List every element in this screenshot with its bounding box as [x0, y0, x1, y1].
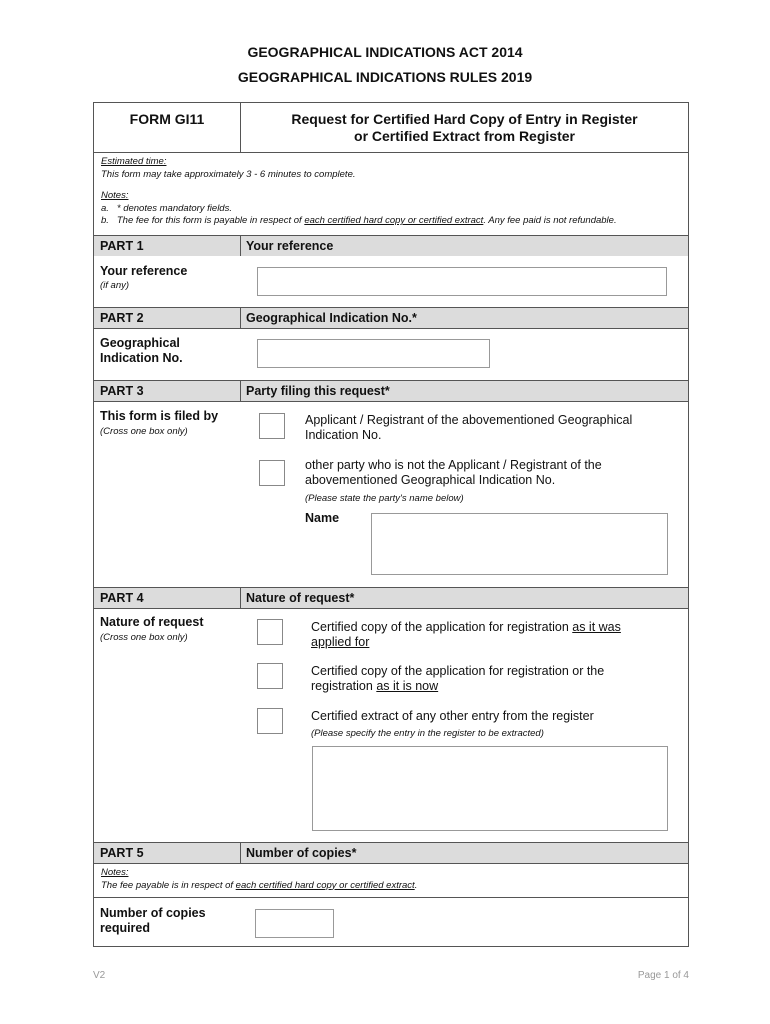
- applicant-option-line1: Applicant / Registrant of the abovementioned Geographical: [305, 413, 633, 427]
- your-reference-sub: (if any): [100, 280, 130, 291]
- part1-divider: [240, 236, 241, 256]
- part5-note-text-1: The fee payable is in respect of: [101, 879, 236, 891]
- nature-label: Nature of request: [100, 615, 204, 629]
- estimated-time-text: This form may take approximately 3 - 6 minutes to complete.: [101, 168, 356, 180]
- filed-by-sub: (Cross one box only): [100, 426, 188, 437]
- act-title: GEOGRAPHICAL INDICATIONS ACT 2014: [247, 44, 523, 60]
- copy-as-now-checkbox[interactable]: [257, 663, 283, 689]
- part5-band: [94, 843, 688, 863]
- part2-heading: Geographical Indication No.*: [246, 311, 417, 325]
- other-party-option: [305, 458, 602, 506]
- gi-number-input[interactable]: [257, 339, 490, 368]
- copies-input[interactable]: [255, 909, 334, 938]
- note-a-marker: a.: [101, 202, 109, 214]
- intro-notes: [101, 156, 617, 228]
- other-party-sub: (Please state the party's name below): [305, 493, 464, 504]
- part4-heading: Nature of request*: [246, 591, 355, 605]
- gi-number-label-line1: Geographical: [100, 336, 180, 350]
- part5-notes-rule: [94, 897, 688, 898]
- part3-divider: [240, 381, 241, 401]
- your-reference-label: Your reference: [100, 264, 188, 278]
- certified-extract-option: [311, 709, 594, 741]
- part3-label: PART 3: [100, 384, 144, 398]
- note-b-text-2: . Any fee paid is not refundable.: [483, 215, 617, 226]
- gi-number-label: [100, 336, 183, 366]
- copy-as-applied-option: [311, 620, 621, 650]
- part1-label: PART 1: [100, 239, 144, 253]
- copy-as-applied-text: Certified copy of the application for registration: [311, 620, 573, 634]
- part5-bottom-rule: [94, 863, 688, 864]
- other-party-option-line2: abovementioned Geographical Indication No.: [305, 473, 556, 487]
- part3-heading: Party filing this request*: [246, 384, 390, 398]
- copies-label: [100, 906, 206, 936]
- part1-top-rule: [94, 235, 688, 236]
- note-b-underlined: each certified hard copy or certified extract: [304, 215, 484, 226]
- part3-top-rule: [94, 380, 688, 381]
- form-code: FORM GI11: [129, 111, 205, 127]
- applicant-option: [305, 413, 632, 443]
- part4-divider: [240, 588, 241, 608]
- other-party-option-line1: other party who is not the Applicant / Registrant of the: [305, 458, 602, 472]
- certified-extract-line1: Certified extract of any other entry from the register: [311, 709, 594, 723]
- applicant-option-line2: Indication No.: [305, 428, 382, 442]
- part4-bottom-rule: [94, 608, 688, 609]
- notes-label: Notes:: [101, 190, 129, 201]
- part3-bottom-rule: [94, 401, 688, 402]
- rules-title: GEOGRAPHICAL INDICATIONS RULES 2019: [237, 69, 533, 85]
- note-b-marker: b.: [101, 215, 109, 226]
- note-b-text-1: The fee for this form is payable in respect of: [116, 215, 305, 226]
- applicant-checkbox[interactable]: [259, 413, 285, 439]
- note-a: [101, 203, 617, 216]
- part5-heading: Number of copies*: [246, 846, 357, 860]
- copies-label-line1: Number of copies: [100, 906, 206, 920]
- part2-label: PART 2: [100, 311, 144, 325]
- certified-extract-sub: (Please specify the entry in the register to be extracted): [311, 728, 544, 739]
- copy-as-applied-underlined-a: as it was: [572, 620, 621, 634]
- extract-entry-input[interactable]: [312, 746, 668, 831]
- copy-as-now-underlined: as it is now: [376, 679, 439, 693]
- part5-notes-label: Notes:: [101, 867, 129, 878]
- part5-note-underlined: each certified hard copy or certified extract: [235, 879, 415, 891]
- part4-band: [94, 588, 688, 608]
- copy-as-applied-checkbox[interactable]: [257, 619, 283, 645]
- part5-note: [101, 880, 417, 893]
- note-a-text: * denotes mandatory fields.: [116, 202, 232, 214]
- part5-label: PART 5: [100, 846, 144, 860]
- certified-extract-checkbox[interactable]: [257, 708, 283, 734]
- footer-page: Page 1 of 4: [637, 970, 689, 981]
- form-title-line2: or Certified Extract from Register: [354, 128, 575, 144]
- copy-as-applied-underlined-b: applied for: [311, 635, 370, 649]
- filed-by-label: This form is filed by: [100, 409, 219, 423]
- copies-label-line2: required: [100, 921, 151, 935]
- part5-divider: [240, 843, 241, 863]
- copy-as-now-line2: [311, 679, 604, 694]
- part1-band: [94, 236, 688, 256]
- header-rule: [94, 152, 688, 153]
- part1-heading: Your reference: [246, 239, 334, 253]
- part5-note-text-2: .: [414, 879, 418, 891]
- form-title-line1: Request for Certified Hard Copy of Entry in Register: [291, 111, 638, 127]
- part5-notes: [101, 867, 417, 892]
- copy-as-now-line1: Certified copy of the application for registration or the: [311, 664, 605, 678]
- part3-band: [94, 381, 688, 401]
- part2-divider: [240, 308, 241, 328]
- form-title: [241, 111, 688, 145]
- copy-as-now-option: [311, 664, 604, 694]
- other-party-checkbox[interactable]: [259, 460, 285, 486]
- gi-number-label-line2: Indication No.: [100, 351, 183, 365]
- nature-sub: (Cross one box only): [100, 632, 188, 643]
- part5-top-rule: [94, 842, 688, 843]
- copy-as-applied-line1: [311, 620, 621, 635]
- part4-label: PART 4: [100, 591, 144, 605]
- part4-top-rule: [94, 587, 688, 588]
- note-b: [101, 215, 617, 228]
- estimated-time-label: Estimated time:: [101, 156, 167, 167]
- your-reference-input[interactable]: [257, 267, 667, 296]
- part2-top-rule: [94, 307, 688, 308]
- party-name-input[interactable]: [371, 513, 668, 575]
- footer-version: V2: [93, 970, 106, 981]
- copy-as-now-text: registration: [311, 679, 377, 693]
- name-label: Name: [305, 511, 340, 525]
- part2-bottom-rule: [94, 328, 688, 329]
